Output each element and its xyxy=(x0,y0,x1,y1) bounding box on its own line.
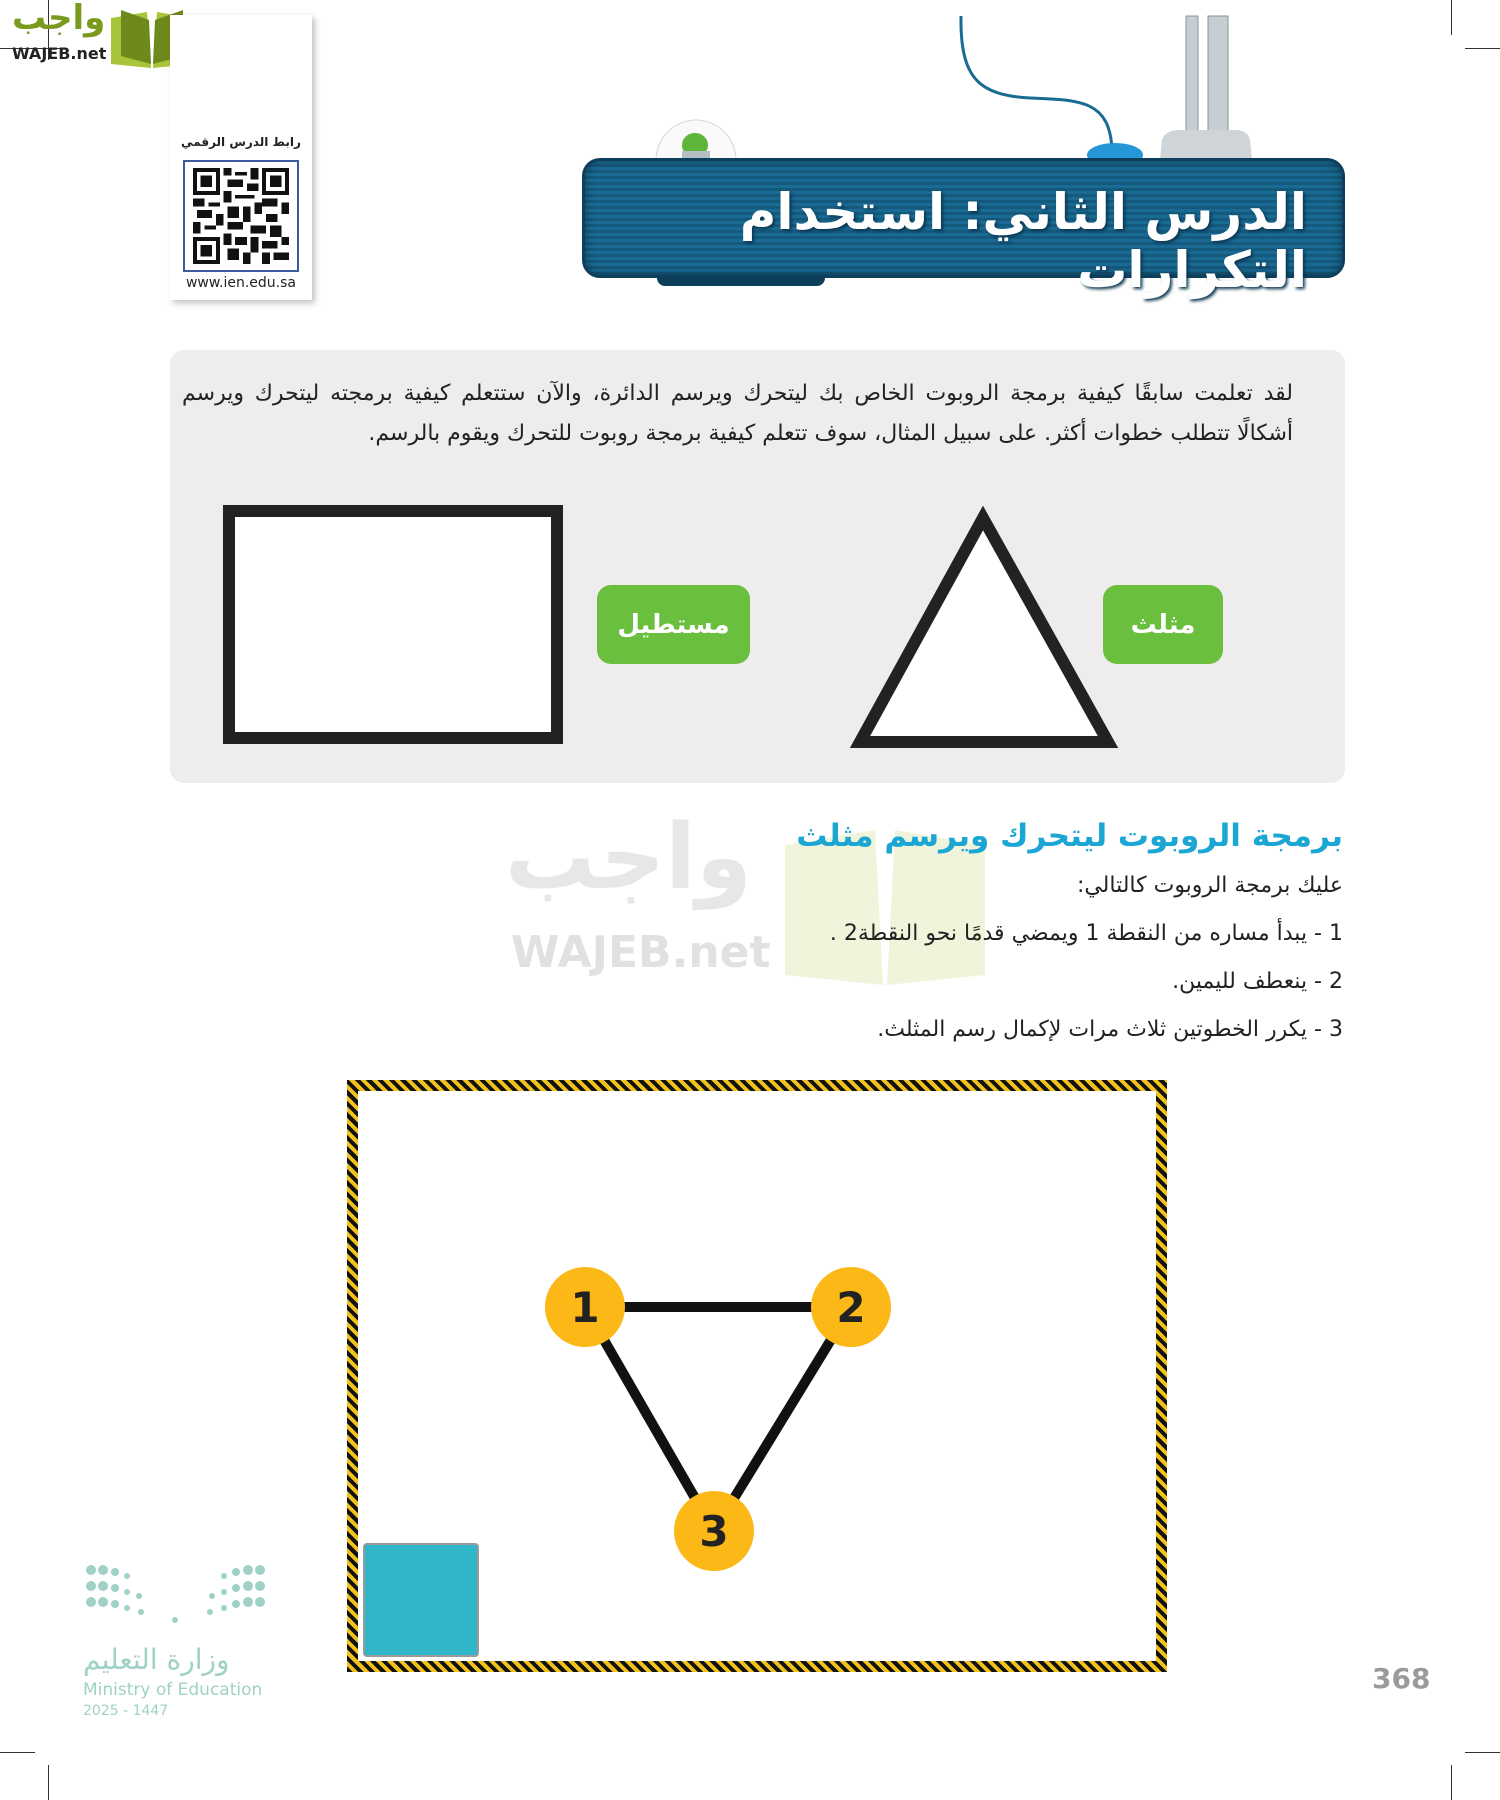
section-heading: برمجة الروبوت ليتحرك ويرسم مثلث xyxy=(796,818,1343,854)
crop-mark xyxy=(1465,48,1500,49)
triangle-button[interactable]: مثلث xyxy=(1103,585,1223,664)
logo-arabic: واجب xyxy=(12,0,106,38)
crop-mark xyxy=(48,1765,49,1800)
qr-label: رابط الدرس الرقمي xyxy=(181,135,301,149)
section-lead: عليك برمجة الروبوت كالتالي: xyxy=(1076,873,1343,898)
step-item: 1 - يبدأ مساره من النقطة 1 ويمضي قدمًا نحو النقطة2 . xyxy=(829,921,1343,946)
point-2 xyxy=(811,1267,891,1347)
point-label: 2 xyxy=(836,1282,866,1332)
qr-card[interactable] xyxy=(170,15,312,300)
watermark-arabic: واجب xyxy=(505,805,752,910)
watermark-latin: WAJEB.net xyxy=(511,927,771,978)
intro-paragraph: لقد تعلمت سابقًا كيفية برمجة الروبوت الخاص بك ليتحرك ويرسم الدائرة، والآن ستتعلم كيفية برمجته ليتحرك ويرسم أشكالًا تتطلب خطوات أكثر. على سبيل المثال، سوف تتعلم كيفية برمجة روبوت للتحرك ويقوم بالرسم. xyxy=(182,381,1293,446)
crop-mark xyxy=(1451,0,1452,35)
logo-latin: WAJEB.net xyxy=(12,44,107,63)
crop-mark xyxy=(0,1752,35,1753)
intro-panel xyxy=(170,350,1345,783)
rectangle-button[interactable]: مستطيل xyxy=(597,585,750,664)
point-1 xyxy=(545,1267,625,1347)
qr-code-icon xyxy=(191,168,291,264)
crop-mark xyxy=(1451,1765,1452,1800)
robot-decoration xyxy=(640,0,1340,165)
point-label: 3 xyxy=(699,1506,729,1556)
step-item: 2 - ينعطف لليمين. xyxy=(1172,969,1343,994)
rectangle-shape xyxy=(223,505,563,744)
qr-url[interactable]: www.ien.edu.sa xyxy=(185,275,297,291)
lesson-title: الدرس الثاني: استخدام التكرارات xyxy=(739,183,1307,299)
ministry-logo-icon xyxy=(83,1562,268,1632)
lesson-banner xyxy=(582,158,1345,299)
qr-code[interactable] xyxy=(183,160,299,272)
point-label: 1 xyxy=(570,1282,600,1332)
wajeb-logo xyxy=(10,0,190,66)
triangle-shape xyxy=(840,500,1130,750)
ministry-year: 2025 - 1447 xyxy=(83,1703,169,1719)
crop-mark xyxy=(1465,1752,1500,1753)
ministry-name-en: Ministry of Education xyxy=(83,1680,263,1700)
page-number: 368 xyxy=(1372,1662,1431,1695)
robot-arena xyxy=(347,1080,1167,1672)
robot-square[interactable] xyxy=(363,1543,479,1657)
step-item: 3 - يكرر الخطوتين ثلاث مرات لإكمال رسم المثلث. xyxy=(877,1017,1343,1042)
ministry-name-ar: وزارة التعليم xyxy=(83,1643,230,1676)
point-3 xyxy=(674,1491,754,1571)
